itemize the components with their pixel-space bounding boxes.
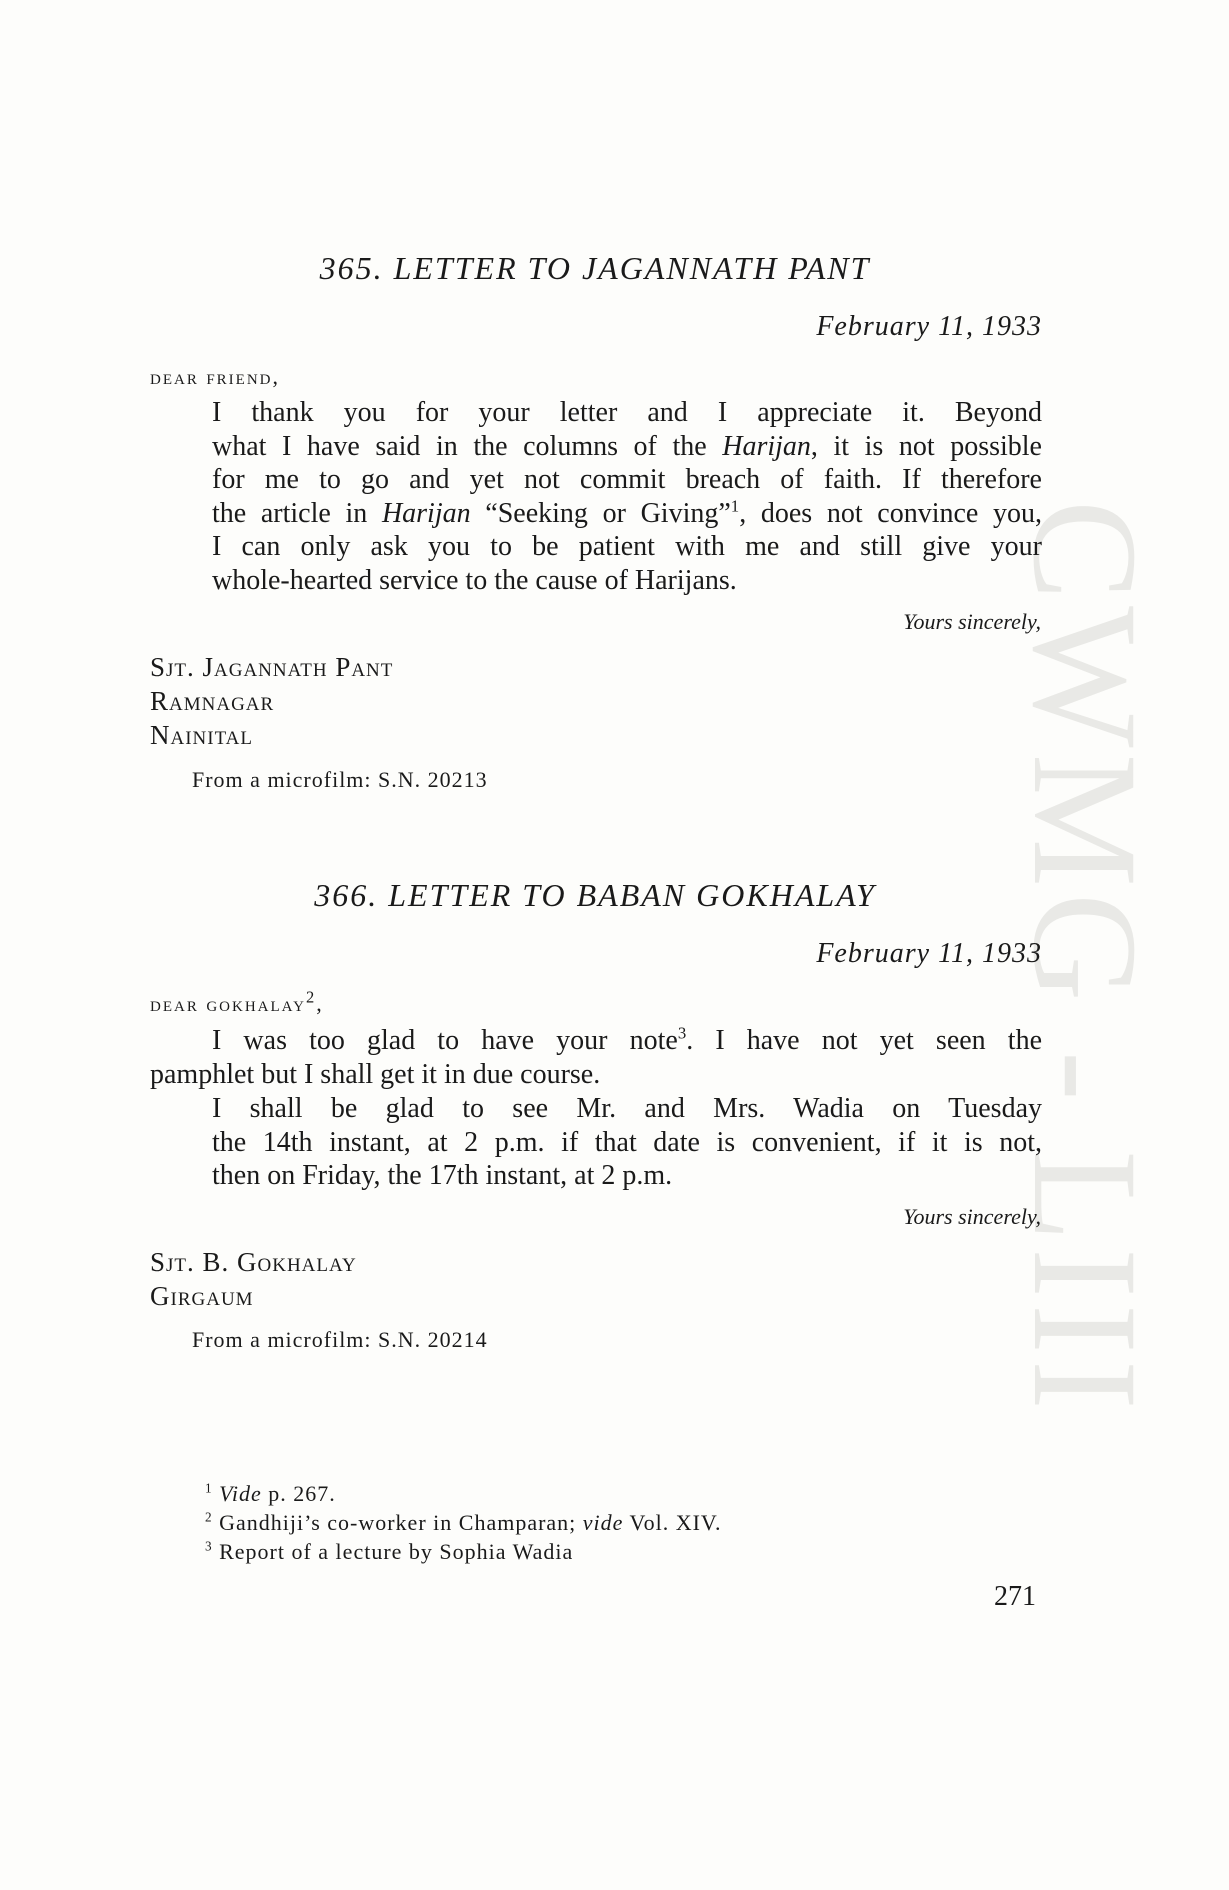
address-line: Sjt. B. Gokhalay xyxy=(150,1247,357,1277)
source-note: From a microfilm: S.N. 20213 xyxy=(192,767,488,792)
recipient-address xyxy=(150,1245,357,1313)
body-line: pamphlet but I shall get it in due course. xyxy=(150,1058,601,1090)
salutation: dear gokhalay$^2$, xyxy=(150,987,324,1016)
letter-body xyxy=(150,1092,1042,1193)
letter-date: February 11, 1933 xyxy=(816,311,1042,342)
body-line: for me to go and yet not commit breach of faith. If therefore xyxy=(212,464,1042,496)
footnote-ref: 2 xyxy=(305,987,317,1007)
address-line: Girgaum xyxy=(150,1281,254,1311)
body-line: the article in Harijan “Seeking or Giving”$^1$, does not convince you, xyxy=(212,496,1043,529)
footnote: $^1$ Vide p. 267. xyxy=(205,1480,336,1506)
footnote-ref: 1 xyxy=(730,496,740,516)
recipient-address xyxy=(150,650,393,752)
source-note: From a microfilm: S.N. 20214 xyxy=(192,1327,488,1352)
salutation: dear friend, xyxy=(150,364,281,389)
harijan-ref: Harijan xyxy=(381,497,471,529)
letter-body xyxy=(150,396,1042,598)
body-line: I thank you for your letter and I appreciate it. Beyond xyxy=(212,397,1042,428)
body-line: I can only ask you to be patient with me and still give your xyxy=(212,531,1042,563)
letter-date: February 11, 1933 xyxy=(816,938,1042,969)
harijan-ref: Harijan xyxy=(722,430,811,462)
body-line: then on Friday, the 17th instant, at 2 p.m. xyxy=(212,1160,673,1192)
footnote: $^2$ Gandhiji’s co-worker in Champaran; vide Vol. XIV. xyxy=(205,1509,722,1535)
body-line: what I have said in the columns of the Harijan, it is not possible xyxy=(212,430,1042,462)
body-line: I shall be glad to see Mr. and Mrs. Wadia on Tuesday xyxy=(212,1093,1042,1124)
footnote: $^3$ Report of a lecture by Sophia Wadia xyxy=(205,1538,574,1564)
address-line: Sjt. Jagannath Pant xyxy=(150,652,394,682)
page-number: 271 xyxy=(994,1581,1036,1612)
body-line: whole-hearted service to the cause of Harijans. xyxy=(212,564,737,596)
closing: Yours sincerely, xyxy=(903,609,1041,634)
footnotes xyxy=(205,1479,722,1566)
watermark: CWMG - LIII xyxy=(1002,500,1168,1416)
body-line: the 14th instant, at 2 p.m. if that date is convenient, if it is not, xyxy=(212,1126,1042,1158)
letter-title: 366. LETTER TO BABAN GOKHALAY xyxy=(314,877,876,913)
letter-title: 365. LETTER TO JAGANNATH PANT xyxy=(319,250,871,286)
address-line: Nainital xyxy=(150,720,254,750)
address-line: Ramnagar xyxy=(150,686,275,716)
footnote-ref: 3 xyxy=(677,1023,687,1043)
body-line: I was too glad to have your note$^3$. I have not yet seen the xyxy=(212,1023,1042,1056)
letter-body xyxy=(150,1024,1042,1091)
closing: Yours sincerely, xyxy=(903,1204,1041,1229)
